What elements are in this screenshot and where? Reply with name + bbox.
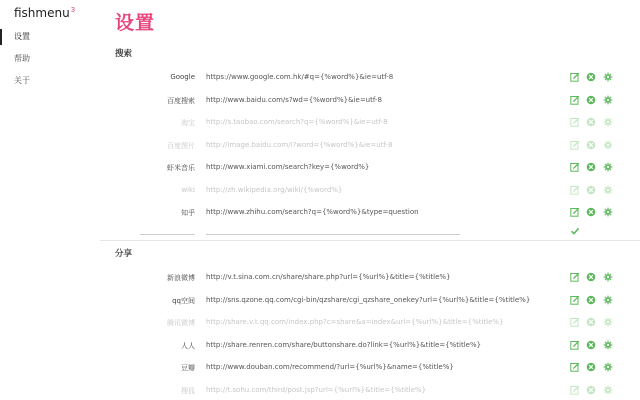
search-engine-name: 百度图片 [167,141,195,150]
gear-icon[interactable] [603,117,613,127]
search-engine-url: http://www.zhihu.com/search?q={%word%}&type=question [206,208,419,216]
gear-icon[interactable] [603,162,613,172]
gear-icon[interactable] [603,207,613,217]
edit-icon[interactable] [570,317,580,327]
edit-icon[interactable] [570,385,580,395]
search-engine-row [100,203,640,223]
gear-icon[interactable] [603,362,613,372]
share-service-row [100,291,640,311]
search-engine-url: http://www.baidu.com/s?wd={%word%}&ie=utf-8 [206,95,382,104]
gear-icon[interactable] [603,385,613,395]
section-divider [100,240,640,241]
search-engine-url: http://image.baidu.com/i?word={%word%}&ie=utf-8 [206,140,393,149]
search-engine-url: http://www.xiami.com/search?key={%word%} [206,163,370,171]
search-engine-name: 淘宝 [181,119,195,127]
edit-icon[interactable] [570,162,580,172]
toggle-icon[interactable] [586,207,596,217]
share-service-row [100,381,640,400]
share-service-url: http://share.renren.com/share/buttonshare.do?link={%url%}&title={%title%} [206,340,482,349]
new-engine-name-input[interactable] [140,234,195,235]
share-service-url: http://www.douban.com/recommend/?url={%url%}&name={%title%} [206,363,454,371]
share-service-name: 新浪微博 [167,274,195,282]
new-engine-url-input[interactable] [206,234,460,235]
edit-icon[interactable] [570,95,580,105]
sidebar [0,0,100,400]
gear-icon[interactable] [603,272,613,282]
gear-icon[interactable] [603,140,613,150]
edit-icon[interactable] [570,340,580,350]
share-service-row [100,268,640,288]
nav-item-settings[interactable]: 设置 [0,29,100,45]
search-engine-url: http://zh.wikipedia.org/wiki/{%word%} [206,185,343,194]
toggle-icon[interactable] [586,317,596,327]
toggle-icon[interactable] [586,140,596,150]
gear-icon[interactable] [603,185,613,195]
toggle-icon[interactable] [586,185,596,195]
gear-icon[interactable] [603,317,613,327]
section-title-search: 搜索 [115,49,133,59]
section-title-share: 分享 [115,249,133,259]
edit-icon[interactable] [570,362,580,372]
toggle-icon[interactable] [586,385,596,395]
new-engine-row [100,222,640,242]
share-service-row [100,358,640,378]
toggle-icon[interactable] [586,295,596,305]
check-icon[interactable] [570,226,580,236]
search-engine-row [100,181,640,201]
brand-superscript: 3 [70,6,76,14]
toggle-icon[interactable] [586,362,596,372]
edit-icon[interactable] [570,117,580,127]
gear-icon[interactable] [603,72,613,82]
edit-icon[interactable] [570,72,580,82]
gear-icon[interactable] [603,95,613,105]
toggle-icon[interactable] [586,340,596,350]
brand-name: fishmenu [14,6,70,20]
share-service-name: 搜狐 [181,386,195,395]
share-service-name: qq空间 [172,296,195,305]
toggle-icon[interactable] [586,272,596,282]
share-service-url: http://t.sohu.com/third/post.jsp?url={%url%}&title={%title%} [206,385,427,394]
nav-item-help[interactable]: 帮助 [14,54,30,63]
search-engine-name: 百度搜索 [167,96,195,105]
share-service-name: 人人 [181,341,195,350]
page-title: 设置 [115,12,156,34]
brand-logo [14,6,75,20]
share-service-row [100,313,640,333]
edit-icon[interactable] [570,272,580,282]
edit-icon[interactable] [570,207,580,217]
search-engine-url: http://s.taobao.com/search?q={%word%}&ie=utf-8 [206,118,388,126]
search-engine-name: wiki [181,185,195,194]
share-service-url: http://v.t.sina.com.cn/share/share.php?url={%url%}&title={%title%} [206,273,451,281]
toggle-icon[interactable] [586,162,596,172]
nav-item-about[interactable]: 关于 [14,76,30,85]
share-service-row [100,336,640,356]
search-engine-row [100,158,640,178]
edit-icon[interactable] [570,185,580,195]
share-service-url: http://share.v.t.qq.com/index.php?c=share&a=index&url={%url%}&title={%title%} [206,318,504,326]
search-engine-row [100,136,640,156]
edit-icon[interactable] [570,140,580,150]
gear-icon[interactable] [603,295,613,305]
gear-icon[interactable] [603,340,613,350]
share-service-name: 豆瓣 [181,364,195,372]
search-engine-name: 知乎 [181,209,195,217]
toggle-icon[interactable] [586,95,596,105]
search-engine-name: Google [170,73,195,81]
search-engine-name: 虾米音乐 [167,164,195,172]
toggle-icon[interactable] [586,117,596,127]
search-engine-row [100,68,640,88]
share-service-url: http://sns.qzone.qq.com/cgi-bin/qzshare/cgi_qzshare_onekey?url={%url%}&title={%title%} [206,295,531,304]
toggle-icon[interactable] [586,72,596,82]
search-engine-row [100,91,640,111]
search-engine-row [100,113,640,133]
search-engine-url: https://www.google.com.hk/#q={%word%}&ie=utf-8 [206,73,394,81]
share-service-name: 腾讯微博 [167,319,195,327]
edit-icon[interactable] [570,295,580,305]
